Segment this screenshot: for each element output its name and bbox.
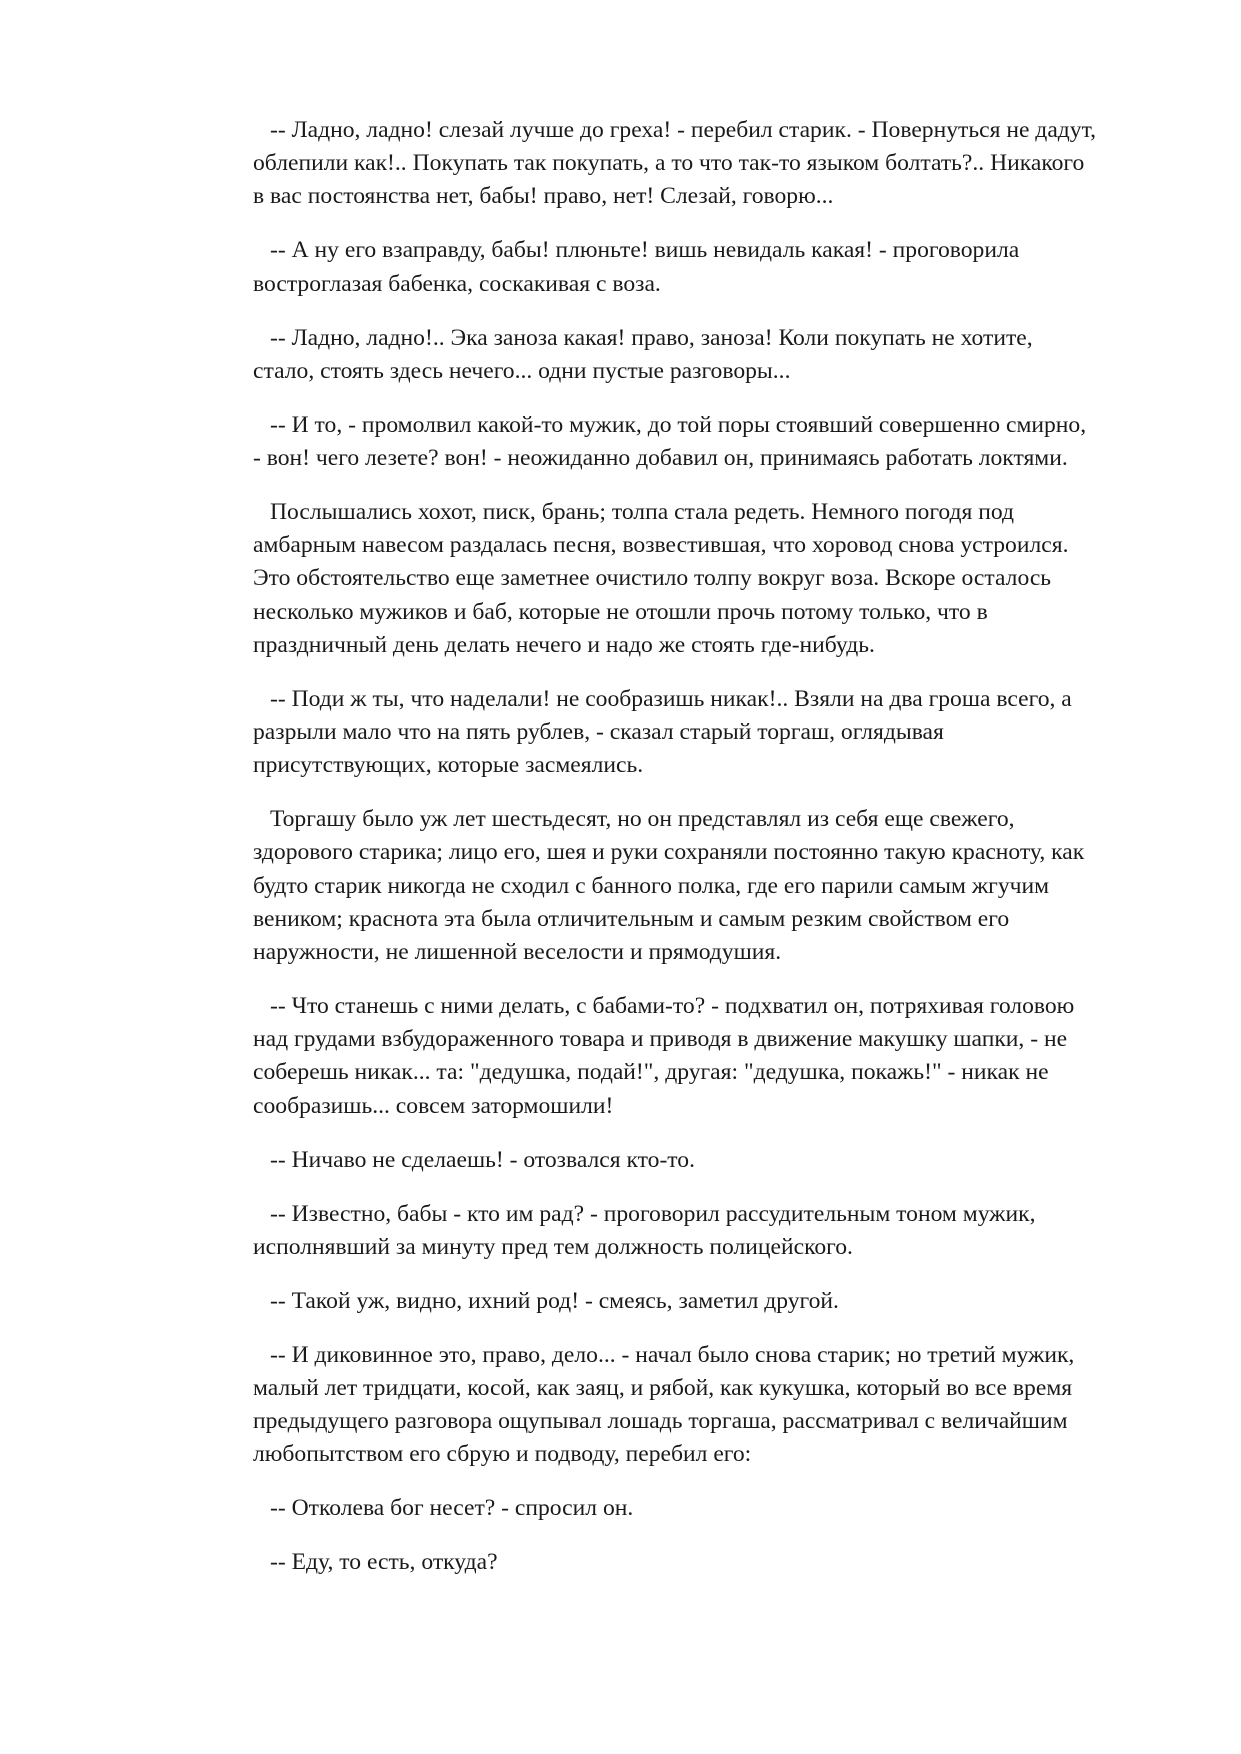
text-line: -- Еду, то есть, откуда? (270, 1549, 498, 1576)
text-line: соберешь никак... та: "дедушка, подай!", другая: "дедушка, покажь!" - никак не (253, 1059, 1049, 1086)
text-line: - вон! чего лезете? вон! - неожиданно добавил он, принимаясь работать локтями. (253, 445, 1068, 472)
text-line: -- Известно, бабы - кто им рад? - проговорил рассудительным тоном мужик, (270, 1200, 1036, 1227)
text-line: несколько мужиков и баб, которые не отошли прочь потому только, что в (253, 598, 988, 625)
text-line: -- Что станешь с ними делать, с бабами-то? - подхватил он, потряхивая головою (270, 993, 1075, 1020)
paragraph (253, 114, 1158, 214)
body-text (253, 114, 1158, 1600)
text-line: присутствующих, которые засмеялись. (253, 752, 644, 779)
paragraph (253, 1546, 1158, 1579)
text-line: -- Отколева бог несет? - спросил он. (270, 1495, 634, 1522)
text-line: востроглазая бабенка, соскакивая с воза. (253, 270, 661, 297)
text-line: над грудами взбудораженного товара и приводя в движение макушку шапки, - не (253, 1026, 1068, 1053)
text-line: -- Ничаво не сделаешь! - отозвался кто-то. (270, 1146, 695, 1173)
text-line: Послышались хохот, писк, брань; толпа стала редеть. Немного погодя под (270, 499, 1015, 526)
text-line: будто старик никогда не сходил с банного полка, где его парили самым жгучим (253, 872, 1050, 899)
text-line: облепили как!.. Покупать так покупать, а то что так-то языком болтать?.. Никакого (253, 150, 1085, 177)
text-line: исполнявший за минуту пред тем должность полицейского. (253, 1233, 853, 1260)
text-line: разрыли мало что на пять рублев, - сказал старый торгаш, оглядывая (253, 719, 944, 746)
text-line: веником; краснота эта была отличительным и самым резким свойством его (253, 905, 1010, 932)
paragraph (253, 1492, 1158, 1525)
text-line: праздничный день делать нечего и надо же стоять где-нибудь. (253, 631, 875, 658)
text-line: сообразишь... совсем затормошили! (253, 1092, 614, 1119)
text-line: -- И то, - промолвил какой-то мужик, до той поры стоявший совершенно смирно, (270, 411, 1087, 438)
text-line: -- Ладно, ладно!.. Эка заноза какая! право, заноза! Коли покупать не хотите, (270, 324, 1033, 351)
paragraph (253, 1339, 1158, 1472)
paragraph (253, 1285, 1158, 1318)
text-line: -- А ну его взаправду, бабы! плюньте! вишь невидаль какая! - проговорила (270, 237, 1020, 264)
text-line: стало, стоять здесь нечего... одни пустые разговоры... (253, 357, 791, 384)
text-line: Это обстоятельство еще заметнее очистило толпу вокруг воза. Вскоре осталось (253, 565, 1052, 592)
text-line: здорового старика; лицо его, шея и руки сохраняли постоянно такую красноту, как (253, 839, 1085, 866)
paragraph (253, 409, 1158, 475)
text-line: предыдущего разговора ощупывал лошадь торгаша, рассматривал с величайшим (253, 1408, 1068, 1435)
paragraph (253, 1198, 1158, 1264)
text-line: Торгашу было уж лет шестьдесят, но он представлял из себя еще свежего, (270, 806, 1015, 833)
paragraph (253, 1144, 1158, 1177)
text-line: -- Такой уж, видно, ихний род! - смеясь, заметил другой. (270, 1287, 839, 1314)
text-line: -- Ладно, ладно! слезай лучше до греха! - перебил старик. - Повернуться не дадут, (270, 117, 1097, 143)
paragraph (253, 496, 1158, 662)
paragraph (253, 683, 1158, 783)
paragraph (253, 990, 1158, 1123)
text-line: малый лет тридцати, косой, как заяц, и рябой, как кукушка, который во все время (253, 1375, 1073, 1402)
text-line: наружности, не лишенной веселости и прямодушия. (253, 939, 782, 966)
text-line: в вас постоянства нет, бабы! право, нет! Слезай, говорю... (253, 183, 834, 210)
text-line: -- И диковинное это, право, дело... - начал было снова старик; но третий мужик, (270, 1341, 1075, 1368)
paragraph (253, 234, 1158, 300)
paragraph (253, 322, 1158, 388)
text-line: любопытством его сбрую и подводу, перебил его: (253, 1441, 752, 1468)
paragraph (253, 803, 1158, 969)
text-line: -- Поди ж ты, что наделали! не сообразишь никак!.. Взяли на два гроша всего, а (270, 685, 1072, 712)
text-line: амбарным навесом раздалась песня, возвестившая, что хоровод снова устроился. (253, 532, 1069, 559)
